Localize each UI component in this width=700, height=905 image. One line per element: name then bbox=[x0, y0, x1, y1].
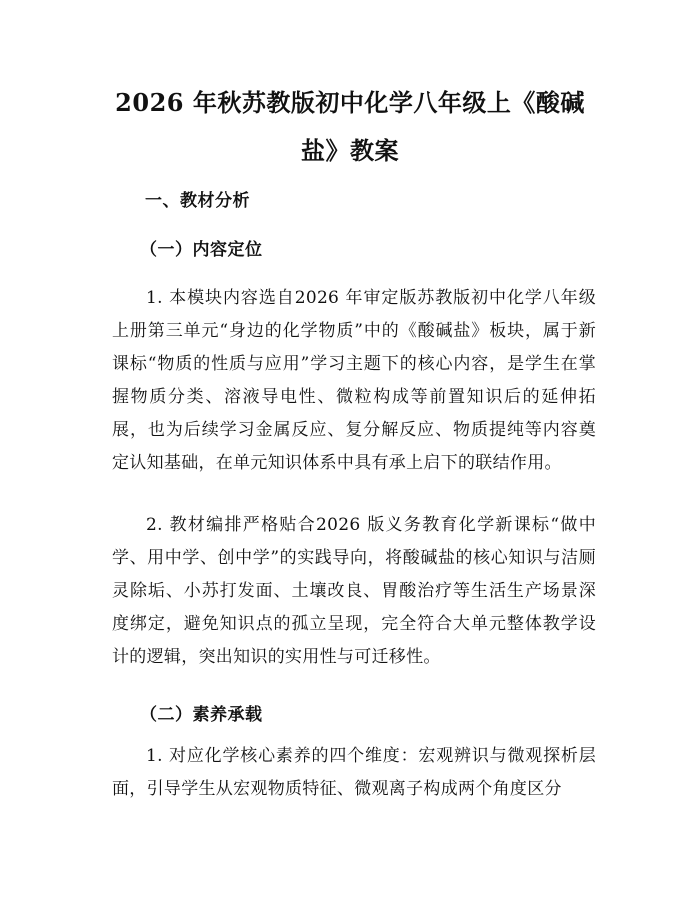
paragraph-textbook-arrangement: 2. 教材编排严格贴合2026 版义务教育化学新课标“做中学、用中学、创中学”的实践导向，将酸碱盐的核心知识与洁厕灵除垢、小苏打发面、土壤改良、胃酸治疗等生活生产场景深度绑定，避免知识点的孤立呈现，完全符合大单元整体教学设计的逻辑，突出知识的实用性与可迁移性。 bbox=[112, 515, 596, 667]
paragraph-core-literacy: 1. 对应化学核心素养的四个维度：宏观辨识与微观探析层面，引导学生从宏观物质特征、微观离子构成两个角度区分 bbox=[112, 746, 596, 799]
subsection-heading-content-positioning: （一）内容定位 bbox=[140, 240, 263, 260]
subsection-heading-literacy: （二）素养承载 bbox=[140, 705, 263, 725]
document-title-line-1: 2026 年秋苏教版初中化学八年级上《酸碱 bbox=[115, 88, 585, 117]
section-heading-textbook-analysis: 一、教材分析 bbox=[145, 191, 250, 211]
paragraph-content-source: 1. 本模块内容选自2026 年审定版苏教版初中化学八年级上册第三单元“身边的化学物质”中的《酸碱盐》板块，属于新课标“物质的性质与应用”学习主题下的核心内容，是学生在掌握物质分类、溶液导电性、微粒构成等前置知识后的延伸拓展，也为后续学习金属反应、复分解反应、物质提纯等内容奠定认知基础，在单元知识体系中具有承上启下的联结作用。 bbox=[112, 288, 596, 473]
document-title-line-2: 盐》教案 bbox=[301, 136, 399, 165]
